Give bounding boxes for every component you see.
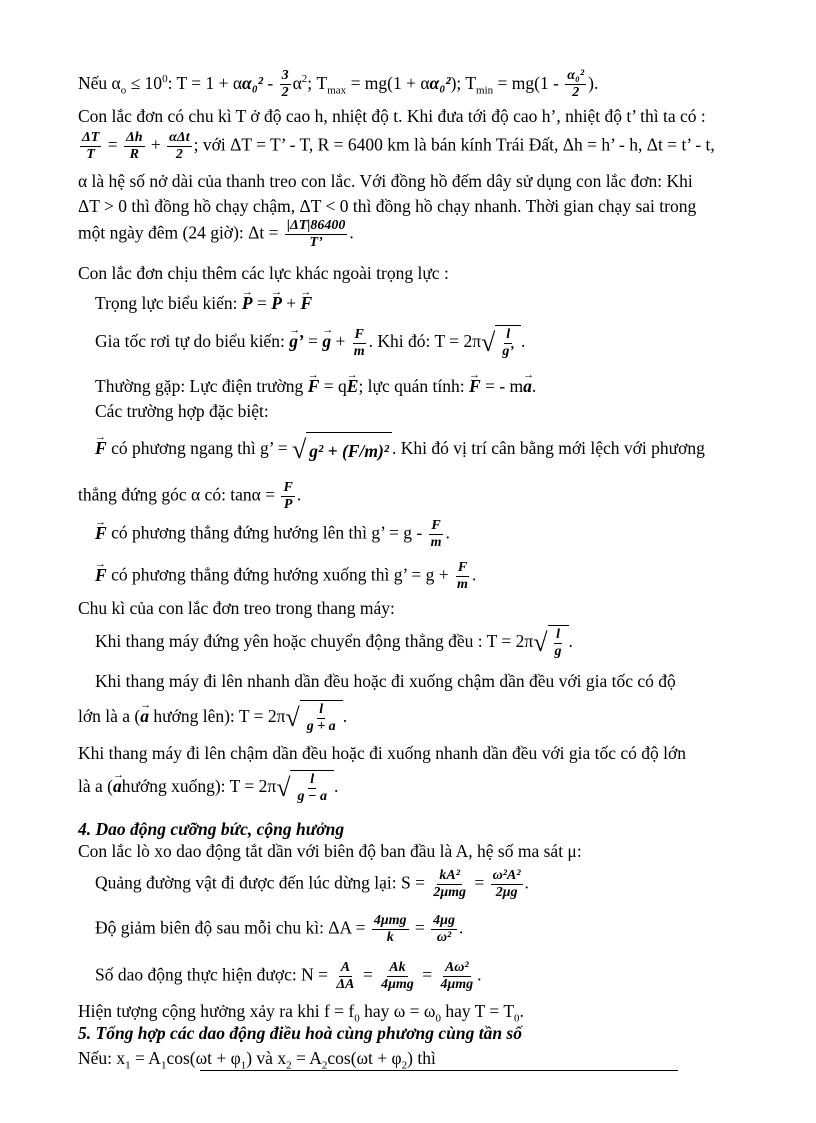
line-24: Độ giảm biên độ sau mỗi chu kì: ΔA = $\frac{\text{4μmg}}{k}$ = $\frac{4\mu g}{\text{ω²}}$ . bbox=[95, 913, 464, 945]
line-17: Khi thang máy đứng yên hoặc chuyển động thẳng đều : T = 2π √ $\frac{l}{g}$ . bbox=[95, 627, 573, 659]
line-16: Chu kì của con lắc đơn treo trong thang máy: bbox=[78, 598, 395, 618]
line-6: một ngày đêm (24 giờ): Δt = $\frac{|\Delta T|86400}{T’}$ . bbox=[78, 218, 354, 250]
heading-4: 4. Dao động cưỡng bức, cộng hưởng bbox=[78, 819, 345, 839]
underline-rule bbox=[200, 1070, 678, 1071]
line-2: Con lắc đơn có chu kì T ở độ cao h, nhiệt độ t. Khi đưa tới độ cao h’, nhiệt độ t’ thì ta có : bbox=[78, 106, 706, 126]
line-27: Nếu: $x_1 = A_1\cos(\omega t + \varphi_1)$ và $x_2 = A_2\cos(\omega t + \varphi_2)$ thì bbox=[78, 1048, 436, 1072]
line-26: Hiện tượng cộng hưởng xảy ra khi $f = f_0$ hay $\omega = \omega_0$ hay $T = T_0$. bbox=[78, 1001, 524, 1025]
line-9: Gia tốc rơi tự do biểu kiến: → g’ = → g + $\frac{F}{m}$ . Khi đó: T = 2π √ $\frac{l}{g’}$ . bbox=[95, 325, 795, 361]
line-1: Nếu $\alpha_o \le 10^0$: T = 1 + αα₀² - $\frac{3}{2}$ $\alpha^2$; $T_{max} = mg(1 + \alpha\alpha_0^2)$; $T_{min} = mg(1$ - $\frac{\text{α₀²}}{2}$ ). bbox=[78, 68, 599, 101]
line-10: Thường gặp: Lực điện trường → F = q→ E; lực quán tính: → F = - m→ a. bbox=[95, 375, 795, 397]
line-12: → F có phương ngang thì g’ = √ g² + (F/m)² . Khi đó vị trí cân bằng mới lệch với phương bbox=[95, 432, 795, 468]
line-15: → F có phương thẳng đứng hướng xuống thì g’ = g + $\frac{F}{m}$ . bbox=[95, 560, 795, 593]
line-25: Số dao động thực hiện được: N = $\frac{A}{\Delta A}$ = $\frac{Ak}{\text{4μmg}}$ = $\frac{\text{Aω²}}{\text{4μmg}}$ . bbox=[95, 960, 482, 992]
line-8: Trọng lực biểu kiến: → P = → P + → F bbox=[95, 292, 795, 314]
line-19: lớn là a (→ a hướng lên): T = 2π √ $\frac{l}{g + a}$ . bbox=[78, 700, 778, 736]
line-14: → F có phương thẳng đứng hướng lên thì g’ = g - $\frac{F}{m}$ . bbox=[95, 518, 795, 551]
line-23: Quảng đường vật đi được đến lúc dừng lại: S = $\frac{\text{kA²}}{\text{2μmg}}$ = $\frac{\text{ω²A²}}{2\mu g}$ . bbox=[95, 868, 529, 900]
line-13: thẳng đứng góc α có: tanα = $\frac{F}{P}$ . bbox=[78, 480, 302, 512]
heading-5: 5. Tổng hợp các dao động điều hoà cùng phương cùng tần số bbox=[78, 1023, 522, 1043]
line-5: ΔT > 0 thì đồng hồ chạy chậm, ΔT < 0 thì đồng hồ chạy nhanh. Thời gian chạy sai trong bbox=[78, 196, 697, 216]
line-3: $\frac{\Delta T}{T}$ = $\frac{\Delta h}{R}$ + $\frac{\text{αΔt}}{2}$ ; với ΔT = T’ - T, R = 6400 km là bán kính Trái Đất, Δh = h’ - h, Δt = t’ - t, bbox=[82, 130, 715, 162]
line-4: α là hệ số nở dài của thanh treo con lắc. Với đồng hồ đếm dây sử dụng con lắc đơn: Khi bbox=[78, 171, 693, 191]
line-18: Khi thang máy đi lên nhanh dần đều hoặc đi xuống chậm dần đều với gia tốc có độ bbox=[95, 671, 676, 691]
line-11: Các trường hợp đặc biệt: bbox=[95, 401, 269, 421]
line-7: Con lắc đơn chịu thêm các lực khác ngoài trọng lực : bbox=[78, 263, 449, 283]
line-20: Khi thang máy đi lên chậm dần đều hoặc đi xuống nhanh dần đều với gia tốc có độ lớn bbox=[78, 743, 687, 763]
line-21: là a (→ ahướng xuống): T = 2π √ $\frac{l}{g - a}$ . bbox=[78, 770, 778, 806]
line-22: Con lắc lò xo dao động tắt dần với biên độ ban đầu là A, hệ số ma sát μ: bbox=[78, 841, 582, 861]
